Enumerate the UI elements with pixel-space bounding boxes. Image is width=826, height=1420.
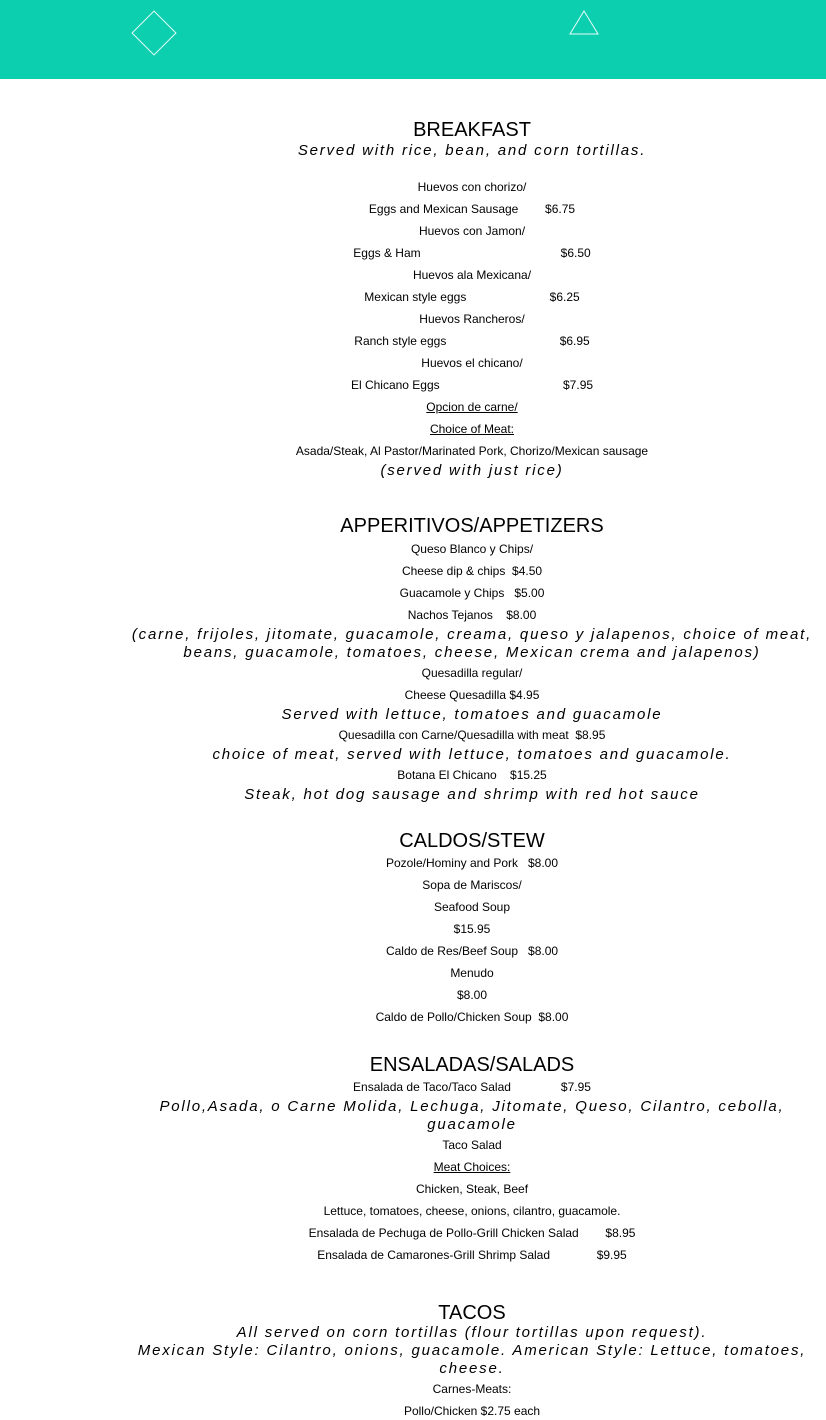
menu-item-line: Caldo de Pollo/Chicken Soup $8.00 (375, 1010, 569, 1024)
meat-options: Asada/Steak, Al Pastor/Marinated Pork, Chorizo/Mexican sausage (295, 444, 649, 458)
menu-item-line: Ensalada de Camarones-Grill Shrimp Salad $9.95 (317, 1248, 627, 1262)
menu-item-line: Ensalada de Pechuga de Pollo-Grill Chicken Salad $8.95 (308, 1226, 636, 1240)
menu-item-line: $8.00 (456, 988, 488, 1002)
tacos-note-tortillas: All served on corn tortillas (flour tortillas upon request). (236, 1324, 708, 1341)
breakfast-note: (served with just rice) (380, 462, 564, 479)
menu-item-line: Menudo (450, 966, 494, 980)
menu-item-line: Ranch style eggs $6.95 (354, 334, 590, 348)
menu-item-line: Botana El Chicano $15.25 (397, 768, 547, 782)
meat-choice-heading-en-text: Choice of Meat: (429, 422, 515, 436)
meat-choice-heading-es-text: Opcion de carne/ (426, 400, 518, 414)
menu-item-line: Caldo de Res/Beef Soup $8.00 (385, 944, 559, 958)
menu-item-line: Taco Salad (442, 1138, 502, 1152)
menu-item-line: Cheese Quesadilla $4.95 (404, 688, 540, 702)
tacos-note-styles: Mexican Style: Cilantro, onions, guacamole. American Style: Lettuce, tomatoes, cheese. (137, 1342, 807, 1377)
breakfast-title: BREAKFAST (413, 119, 531, 141)
menu-item-line: Quesadilla regular/ (421, 666, 523, 680)
stew-title: CALDOS/STEW (399, 830, 545, 852)
menu-item-line: Huevos con chorizo/ (417, 180, 527, 194)
quesadilla-note: Served with lettuce, tomatoes and guacamole (281, 706, 663, 723)
menu-item-line: Queso Blanco y Chips/ (410, 542, 534, 556)
menu-item-line: Huevos ala Mexicana/ (412, 268, 532, 282)
meat-choice-heading-es (118, 399, 826, 415)
menu-item-line: Eggs and Mexican Sausage $6.75 (368, 202, 576, 216)
menu-item-line: Nachos Tejanos $8.00 (407, 608, 537, 622)
menu-item-line: Seafood Soup (433, 900, 511, 914)
breakfast-subtitle: Served with rice, bean, and corn tortillas. (297, 142, 647, 159)
menu-item-line: Quesadilla con Carne/Quesadilla with meat $8.95 (338, 728, 606, 742)
menu-item-line: Huevos Rancheros/ (419, 312, 525, 326)
meat-choices-heading-text: Meat Choices: (433, 1160, 511, 1174)
menu-item-line: $15.95 (453, 922, 491, 936)
nachos-note: (carne, frijoles, jitomate, guacamole, creama, queso y jalapenos, choice of meat, beans, guacamole, tomatoes, cheese, Mexican crema and jalapenos) (131, 626, 813, 661)
menu-item-line: Pollo/Chicken $2.75 each (403, 1404, 541, 1418)
menu-item-line: Huevos con Jamon/ (418, 224, 526, 238)
menu-content (118, 79, 826, 1420)
taco-salad-note: Pollo,Asada, o Carne Molida, Lechuga, Jitomate, Queso, Cilantro, cebolla, guacamole (159, 1098, 785, 1133)
salads-title: ENSALADAS/SALADS (369, 1054, 575, 1076)
botana-note: Steak, hot dog sausage and shrimp with red hot sauce (244, 786, 700, 803)
meat-choices-heading (118, 1159, 826, 1175)
menu-item-line: Huevos el chicano/ (421, 356, 523, 370)
header-banner (0, 0, 826, 79)
diamond-shape-icon (131, 10, 176, 55)
triangle-shape-icon (569, 10, 599, 35)
menu-item-line: Ensalada de Taco/Taco Salad $7.95 (353, 1080, 591, 1094)
menu-item-line: Pozole/Hominy and Pork $8.00 (385, 856, 559, 870)
menu-item-line: Carnes-Meats: (432, 1382, 512, 1396)
meat-choice-heading-en (118, 421, 826, 437)
menu-item-line: Eggs & Ham $6.50 (353, 246, 591, 260)
menu-item-line: Chicken, Steak, Beef (415, 1182, 529, 1196)
menu-item-line: Lettuce, tomatoes, cheese, onions, cilantro, guacamole. (323, 1204, 621, 1218)
menu-item-line: Mexican style eggs $6.25 (364, 290, 580, 304)
appetizers-title: APPERITIVOS/APPETIZERS (340, 515, 604, 537)
menu-item-line: Guacamole y Chips $5.00 (399, 586, 545, 600)
tacos-title: TACOS (438, 1302, 506, 1324)
quesadilla-meat-note: choice of meat, served with lettuce, tomatoes and guacamole. (212, 746, 732, 763)
menu-item-line: Sopa de Mariscos/ (422, 878, 522, 892)
menu-item-line: El Chicano Eggs $7.95 (350, 378, 594, 392)
menu-item-line: Cheese dip & chips $4.50 (401, 564, 543, 578)
